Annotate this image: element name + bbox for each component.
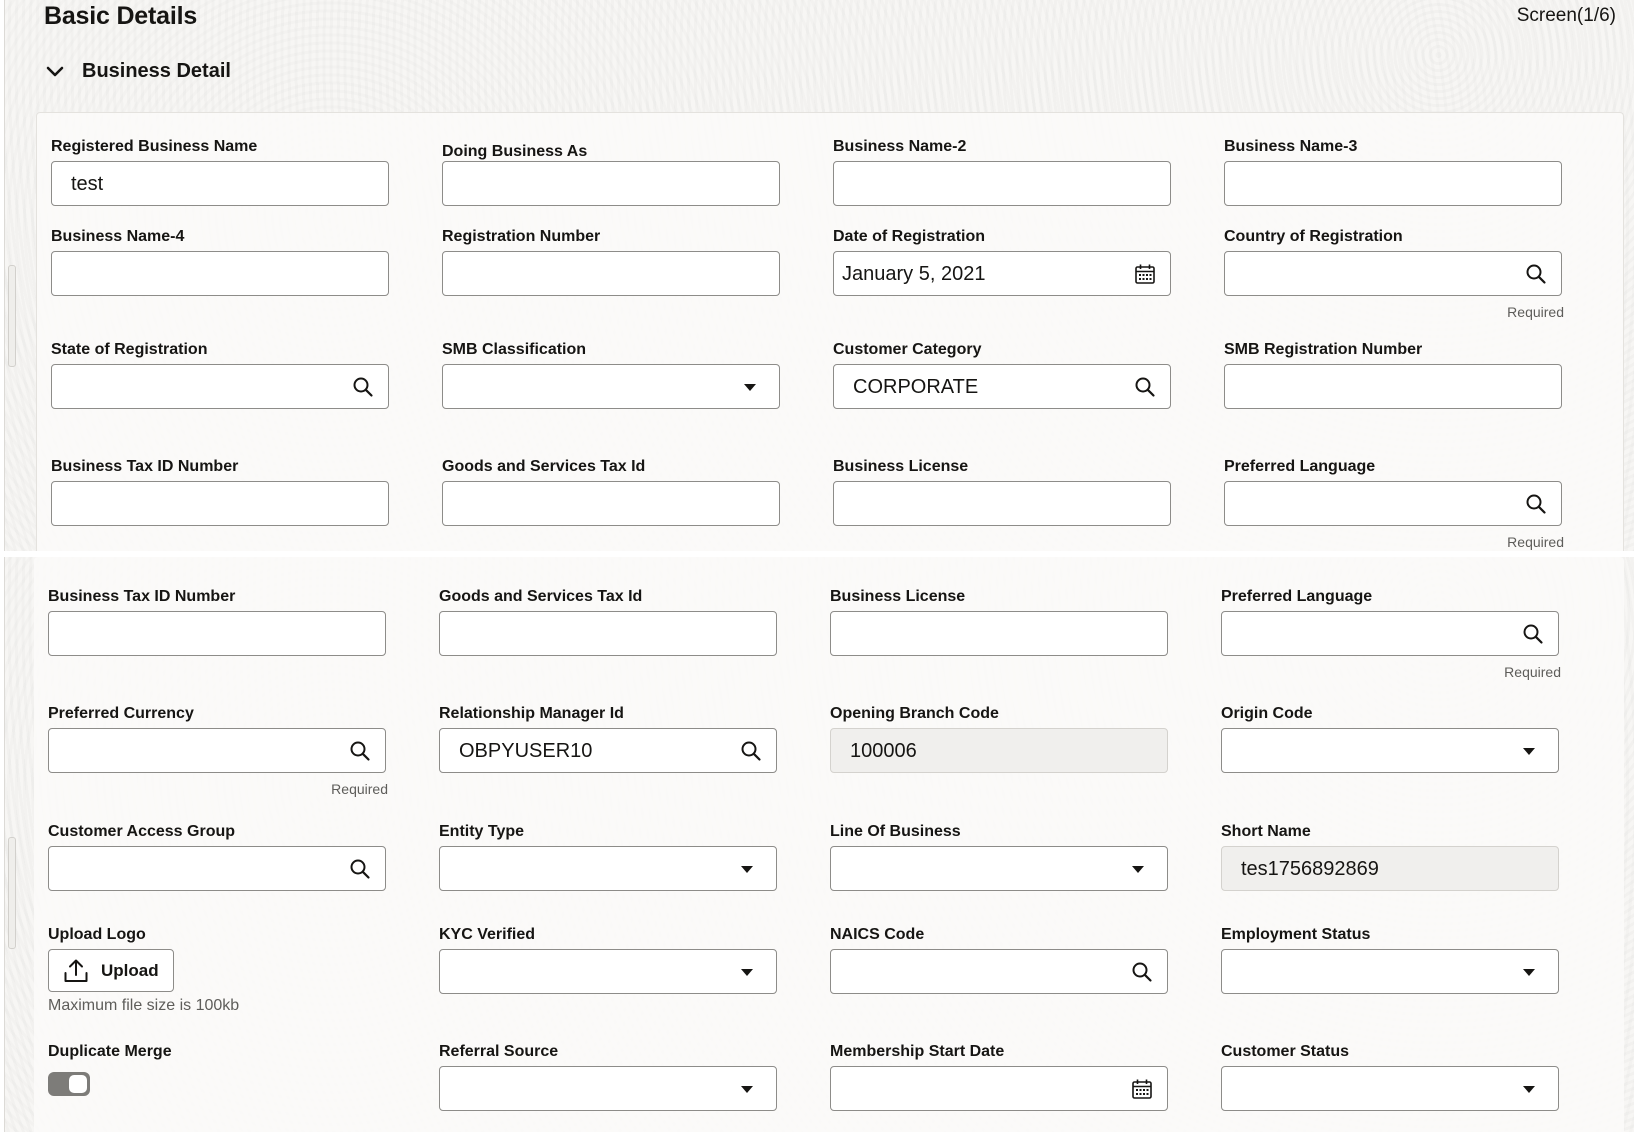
field-registered-business-name	[51, 137, 391, 195]
entity-type-select[interactable]	[439, 846, 777, 891]
field-smb-classification	[442, 340, 782, 360]
field-preferred-language	[1221, 587, 1561, 680]
smb-classification-select[interactable]	[442, 364, 780, 409]
field-label: Referral Source	[439, 1043, 559, 1060]
calendar-icon[interactable]	[1134, 263, 1156, 285]
section-body-business-detail	[36, 112, 1624, 551]
field-business-tax-id-number	[51, 457, 391, 477]
field-kyc-verified	[439, 925, 779, 945]
field-label: Line Of Business	[830, 823, 961, 840]
required-hint: Required	[331, 781, 388, 797]
business-license-input[interactable]	[833, 481, 1171, 526]
bottom-panel	[4, 557, 1634, 1132]
field-label: KYC Verified	[439, 926, 536, 943]
search-icon[interactable]	[1522, 623, 1544, 645]
field-label: Business Name-3	[1224, 138, 1358, 155]
short-name-readonly	[1221, 846, 1559, 891]
field-smb-registration-number	[1224, 340, 1564, 360]
customer-access-group-input[interactable]	[48, 846, 386, 891]
field-label: Customer Access Group	[48, 823, 236, 840]
employment-status-select[interactable]	[1221, 949, 1559, 994]
caret-down-icon[interactable]	[741, 1086, 753, 1093]
top-panel	[4, 0, 1634, 551]
field-label: State of Registration	[51, 341, 208, 358]
field-employment-status	[1221, 925, 1561, 945]
field-value: test	[71, 173, 104, 195]
field-preferred-currency	[48, 704, 388, 797]
field-label: Registered Business Name	[51, 138, 258, 155]
registered-business-name-input[interactable]	[51, 161, 389, 206]
field-label: Preferred Language	[1224, 458, 1376, 475]
field-relationship-manager-id	[439, 704, 779, 762]
customer-category-input[interactable]	[833, 364, 1171, 409]
field-label: Upload Logo	[48, 926, 146, 943]
business-tax-id-number-input[interactable]	[48, 611, 386, 656]
field-registration-number	[442, 227, 782, 247]
field-customer-status	[1221, 1042, 1561, 1062]
field-goods-and-services-tax-id	[442, 457, 782, 477]
field-label: Entity Type	[439, 823, 525, 840]
field-label: Business Tax ID Number	[51, 458, 239, 475]
search-icon[interactable]	[1525, 493, 1547, 515]
search-icon[interactable]	[1134, 376, 1156, 398]
line-of-business-select[interactable]	[830, 846, 1168, 891]
field-short-name	[1221, 822, 1561, 880]
smb-registration-number-input[interactable]	[1224, 364, 1562, 409]
screen-indicator: Screen(1/6)	[1516, 5, 1616, 26]
field-naics-code	[830, 925, 1170, 945]
toggle-knob	[69, 1075, 87, 1093]
field-state-of-registration	[51, 340, 391, 360]
upload-icon	[63, 958, 89, 984]
caret-down-icon[interactable]	[1523, 969, 1535, 976]
business-name-4-input[interactable]	[51, 251, 389, 296]
required-hint: Required	[1507, 534, 1564, 550]
membership-start-date-input[interactable]	[830, 1066, 1168, 1111]
field-referral-source	[439, 1042, 779, 1062]
field-customer-category	[833, 340, 1173, 398]
field-business-license	[833, 457, 1173, 477]
field-business-name-3	[1224, 137, 1564, 157]
field-business-name-2	[833, 137, 1173, 157]
field-label: Employment Status	[1221, 926, 1371, 943]
relationship-manager-id-input[interactable]	[439, 728, 777, 773]
section-body-business-detail-continued	[34, 557, 1624, 1132]
field-line-of-business	[830, 822, 1170, 842]
field-upload-logo	[48, 925, 388, 1014]
upload-logo-button[interactable]	[48, 949, 174, 992]
field-label: Relationship Manager Id	[439, 705, 624, 722]
required-hint: Required	[1507, 304, 1564, 320]
field-label: Business Name-4	[51, 228, 185, 245]
caret-down-icon[interactable]	[1523, 1086, 1535, 1093]
search-icon[interactable]	[349, 858, 371, 880]
field-label: Duplicate Merge	[48, 1043, 172, 1060]
caret-down-icon[interactable]	[1523, 748, 1535, 755]
required-hint: Required	[1504, 664, 1561, 680]
panel-left-border	[4, 557, 5, 1132]
caret-down-icon[interactable]	[741, 969, 753, 976]
field-label: Business License	[830, 588, 966, 605]
field-date-of-registration	[833, 227, 1173, 285]
opening-branch-code-readonly	[830, 728, 1168, 773]
goods-and-services-tax-id-input[interactable]	[442, 481, 780, 526]
duplicate-merge-toggle[interactable]	[48, 1072, 90, 1096]
doing-business-as-input[interactable]	[442, 161, 780, 206]
field-value: CORPORATE	[853, 376, 979, 398]
caret-down-icon[interactable]	[741, 866, 753, 873]
scroll-handle[interactable]	[8, 265, 16, 367]
field-origin-code	[1221, 704, 1561, 724]
preferred-currency-input[interactable]	[48, 728, 386, 773]
origin-code-select[interactable]	[1221, 728, 1559, 773]
field-entity-type	[439, 822, 779, 842]
caret-down-icon[interactable]	[744, 384, 756, 391]
section-toggle-business-detail[interactable]	[44, 60, 231, 83]
upload-button-label: Upload	[101, 960, 159, 980]
field-value: January 5, 2021	[842, 263, 986, 285]
state-of-registration-input[interactable]	[51, 364, 389, 409]
business-tax-id-number-input[interactable]	[51, 481, 389, 526]
field-preferred-language	[1224, 457, 1564, 550]
field-goods-and-services-tax-id	[439, 587, 779, 607]
field-label: Short Name	[1221, 823, 1311, 840]
field-label: Customer Status	[1221, 1043, 1350, 1060]
field-business-name-4	[51, 227, 391, 247]
field-label: SMB Registration Number	[1224, 341, 1423, 358]
business-license-input[interactable]	[830, 611, 1168, 656]
field-label: Doing Business As	[442, 143, 588, 160]
upload-size-hint: Maximum file size is 100kb	[48, 997, 240, 1014]
field-label: Business Tax ID Number	[48, 588, 236, 605]
field-doing-business-as	[442, 142, 782, 162]
field-label: Preferred Language	[1221, 588, 1373, 605]
field-label: Business Name-2	[833, 138, 967, 155]
field-label: Registration Number	[442, 228, 601, 245]
field-business-tax-id-number	[48, 587, 388, 607]
field-label: SMB Classification	[442, 341, 587, 358]
country-of-registration-input[interactable]	[1224, 251, 1562, 296]
business-name-3-input[interactable]	[1224, 161, 1562, 206]
calendar-icon[interactable]	[1131, 1078, 1153, 1100]
field-label: Membership Start Date	[830, 1043, 1005, 1060]
field-label: Goods and Services Tax Id	[439, 588, 643, 605]
field-country-of-registration	[1224, 227, 1564, 320]
field-label: Goods and Services Tax Id	[442, 458, 646, 475]
field-label: Business License	[833, 458, 969, 475]
search-icon[interactable]	[352, 376, 374, 398]
date-of-registration-input[interactable]	[833, 251, 1171, 296]
field-label: Opening Branch Code	[830, 705, 999, 722]
field-label: NAICS Code	[830, 926, 925, 943]
caret-down-icon[interactable]	[1132, 866, 1144, 873]
preferred-language-input[interactable]	[1224, 481, 1562, 526]
field-label: Origin Code	[1221, 705, 1313, 722]
customer-status-select[interactable]	[1221, 1066, 1559, 1111]
scroll-handle[interactable]	[8, 837, 16, 949]
registration-number-input[interactable]	[442, 251, 780, 296]
search-icon[interactable]	[1525, 263, 1547, 285]
business-name-2-input[interactable]	[833, 161, 1171, 206]
naics-code-input[interactable]	[830, 949, 1168, 994]
field-label: Preferred Currency	[48, 705, 194, 722]
field-label: Customer Category	[833, 341, 982, 358]
field-customer-access-group	[48, 822, 388, 842]
field-duplicate-merge	[48, 1042, 388, 1062]
field-value: OBPYUSER10	[459, 740, 593, 762]
section-title: Business Detail	[82, 60, 231, 82]
field-label: Date of Registration	[833, 228, 986, 245]
field-business-license	[830, 587, 1170, 607]
search-icon[interactable]	[349, 740, 371, 762]
field-membership-start-date	[830, 1042, 1170, 1062]
referral-source-select[interactable]	[439, 1066, 777, 1111]
field-value: 100006	[850, 740, 917, 762]
search-icon[interactable]	[1131, 961, 1153, 983]
kyc-verified-select[interactable]	[439, 949, 777, 994]
search-icon[interactable]	[740, 740, 762, 762]
panel-left-border	[4, 0, 5, 551]
goods-and-services-tax-id-input[interactable]	[439, 611, 777, 656]
field-opening-branch-code	[830, 704, 1170, 762]
chevron-down-icon	[44, 61, 66, 83]
field-label: Country of Registration	[1224, 228, 1403, 245]
page-title: Basic Details	[44, 2, 198, 30]
preferred-language-input[interactable]	[1221, 611, 1559, 656]
field-value: tes1756892869	[1241, 858, 1379, 880]
